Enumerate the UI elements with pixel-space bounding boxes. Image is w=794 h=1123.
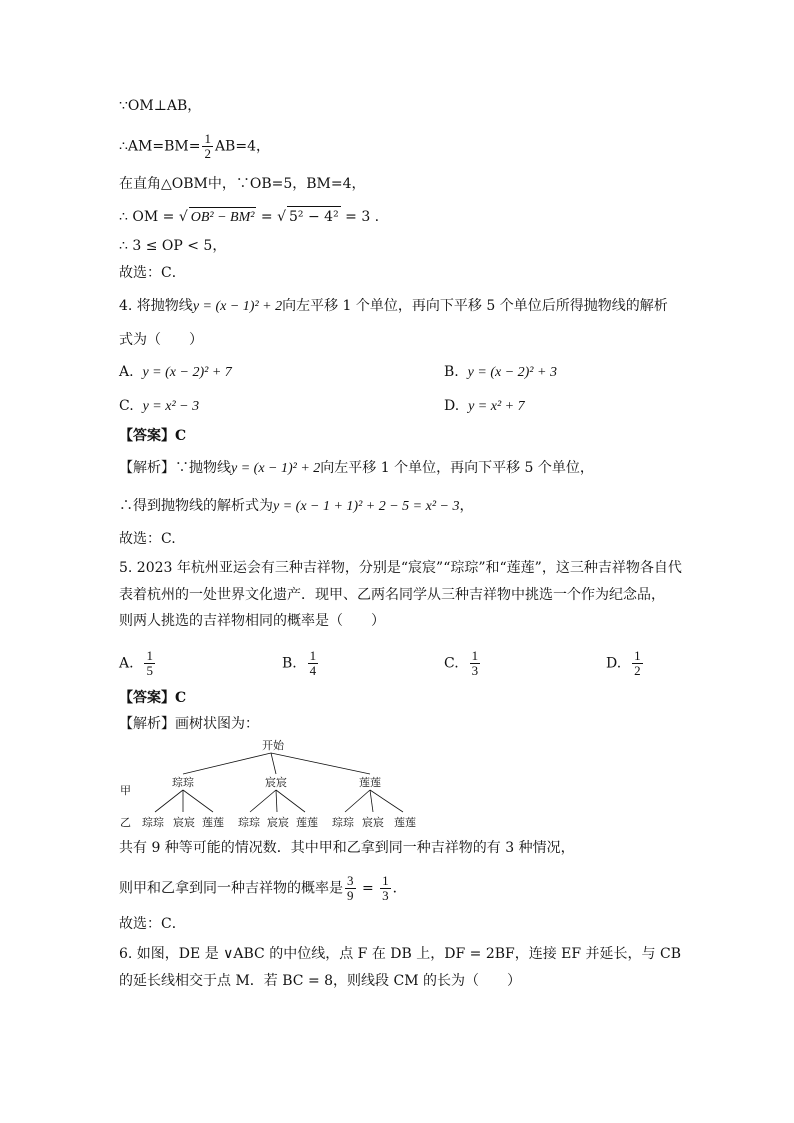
option-label: D. [606, 655, 622, 672]
q4-stem-prefix: 4. 将抛物线 [119, 298, 193, 314]
option-label: C. [444, 655, 459, 672]
line-suffix: AB=4， [214, 138, 270, 155]
q4-analysis-line1 [119, 458, 594, 479]
q5-option-c [444, 649, 482, 678]
line-suffix: = 3 . [340, 209, 380, 225]
q5-answer: 【答案】C [119, 690, 187, 706]
sqrt-symbol: √ [277, 209, 287, 225]
option-fraction: $\frac{1}{3}$ [471, 648, 479, 678]
option-fraction: $\frac{1}{5}$ [146, 648, 153, 678]
tree-edge [271, 753, 276, 774]
solution-choice: 故选：C． [119, 265, 186, 281]
tree-node-l2: 琮琮 [332, 816, 354, 829]
tree-root: 开始 [262, 739, 284, 752]
q4-option-c [119, 396, 199, 417]
result-suffix: ， [459, 498, 474, 514]
q6-stem-line2: 的延长线相交于点 M．若 BC = 8，则线段 CM 的长为（ ） [119, 973, 521, 989]
tree-node-l1: 宸宸 [265, 776, 287, 789]
q5-option-d [606, 649, 645, 678]
solution-line-am-bm [119, 132, 270, 161]
solution-line-om-sqrt [119, 206, 379, 228]
q5-stem-line3: 则两人挑选的吉祥物相同的概率是（ ） [119, 613, 385, 629]
tree-edge [276, 790, 277, 812]
q4-choice: 故选：C. [119, 531, 176, 547]
equals-sign: = [256, 209, 278, 225]
q5-option-a [119, 649, 157, 678]
solution-line-om-perp-ab: ∵OM⊥AB， [119, 98, 202, 114]
q4-parabola-expr: y = (x − 1)² + 2 [192, 299, 283, 314]
option-fraction: $\frac{1}{4}$ [309, 648, 317, 678]
tree-node-l2: 琮琮 [142, 816, 164, 829]
q5-stem-line2: 表着杭州的一处世界文化遗产．现甲、乙两名同学从三种吉祥物中挑选一个作为纪念品， [119, 587, 665, 603]
radicand-1: OB² − BM² [189, 207, 257, 228]
option-expr: y = x² + 7 [468, 399, 525, 414]
line-prefix: ∴ OM = [119, 209, 179, 225]
tree-edge [183, 790, 213, 812]
radicand-2: 5² − 4² [287, 206, 341, 227]
tree-edge [370, 790, 403, 812]
q5-analysis: 【解析】画树状图为： [119, 716, 259, 732]
option-label: B. [444, 364, 459, 380]
option-label: C. [119, 398, 134, 414]
option-label: B. [282, 655, 297, 672]
result-expr: y = (x − 1 + 1)² + 2 − 5 = x² − 3 [273, 499, 460, 514]
fraction-three-ninths: $\frac{3}{9}$ [347, 873, 354, 903]
q4-stem-line1 [119, 296, 668, 317]
option-fraction: $\frac{1}{2}$ [634, 648, 641, 678]
result-prefix: ∴得到抛物线的解析式为 [119, 498, 273, 514]
tree-node-l2: 宸宸 [362, 816, 384, 829]
q5-probability-line [119, 874, 407, 903]
tree-node-l1: 莲莲 [359, 776, 381, 789]
q4-stem-line2: 式为（ ） [119, 332, 203, 348]
tree-node-l2: 琮琮 [238, 816, 260, 829]
tree-node-l2: 宸宸 [267, 816, 289, 829]
sqrt-symbol: √ [178, 209, 188, 225]
tree-node-l2: 莲莲 [202, 816, 224, 829]
option-expr: y = (x − 2)² + 3 [467, 365, 557, 380]
tree-label-yi: 乙 [120, 816, 131, 829]
option-expr: y = x² − 3 [142, 399, 200, 414]
tree-label-jia: 甲 [120, 784, 131, 797]
option-label: A. [119, 364, 134, 380]
q4-stem-suffix: 向左平移 1 个单位，再向下平移 5 个单位后所得抛物线的解析 [282, 298, 668, 314]
prob-prefix: 则甲和乙拿到同一种吉祥物的概率是 [119, 880, 343, 897]
q5-option-b [282, 649, 320, 678]
solution-line-op-range: ∴ 3 ≤ OP < 5， [119, 238, 227, 254]
option-label: A. [119, 655, 134, 672]
prob-suffix: ． [392, 880, 407, 897]
fraction-one-half: $\frac{1}{2}$ [204, 131, 211, 161]
q4-option-b [444, 362, 557, 383]
analysis-prefix: 【解析】∵抛物线 [119, 460, 231, 476]
tree-node-l2: 莲莲 [296, 816, 318, 829]
option-expr: y = (x − 2)² + 7 [142, 365, 232, 380]
tree-edge [345, 790, 370, 812]
analysis-suffix: 向左平移 1 个单位，再向下平移 5 个单位， [320, 460, 594, 476]
q5-stem-line1: 5. 2023 年杭州亚运会有三种吉祥物，分别是“宸宸”“琮琮”和“莲莲”，这三种吉祥物各自代 [119, 560, 682, 576]
q4-analysis-result [119, 496, 474, 517]
q5-choice: 故选：C． [119, 916, 186, 932]
q4-option-a [119, 362, 232, 383]
tree-edge [276, 790, 305, 812]
fraction-one-third: $\frac{1}{3}$ [382, 873, 389, 903]
tree-diagram [115, 736, 435, 836]
solution-line-right-triangle: 在直角△OBM中，∵OB=5，BM=4， [119, 176, 366, 192]
tree-edge [155, 790, 183, 812]
analysis-expr: y = (x − 1)² + 2 [231, 461, 321, 476]
tree-edge [370, 790, 373, 812]
q6-stem-line1: 6. 如图，DE 是 ∨ABC 的中位线，点 F 在 DB 上，DF = 2BF，连接 EF 并延长，与 CB [119, 946, 682, 962]
tree-node-l2: 莲莲 [394, 816, 416, 829]
q5-count-line: 共有 9 种等可能的情况数．其中甲和乙拿到同一种吉祥物的有 3 种情况， [119, 840, 575, 856]
tree-edge [250, 790, 276, 812]
q4-answer: 【答案】C [119, 428, 187, 444]
tree-node-l1: 琮琮 [172, 776, 194, 789]
q4-option-d [444, 396, 525, 417]
tree-edge [271, 753, 370, 774]
option-label: D. [444, 398, 460, 414]
tree-edge [183, 753, 271, 774]
line-prefix: ∴AM=BM= [119, 138, 201, 155]
tree-node-l2: 宸宸 [173, 816, 195, 829]
equals-sign: = [357, 880, 379, 897]
